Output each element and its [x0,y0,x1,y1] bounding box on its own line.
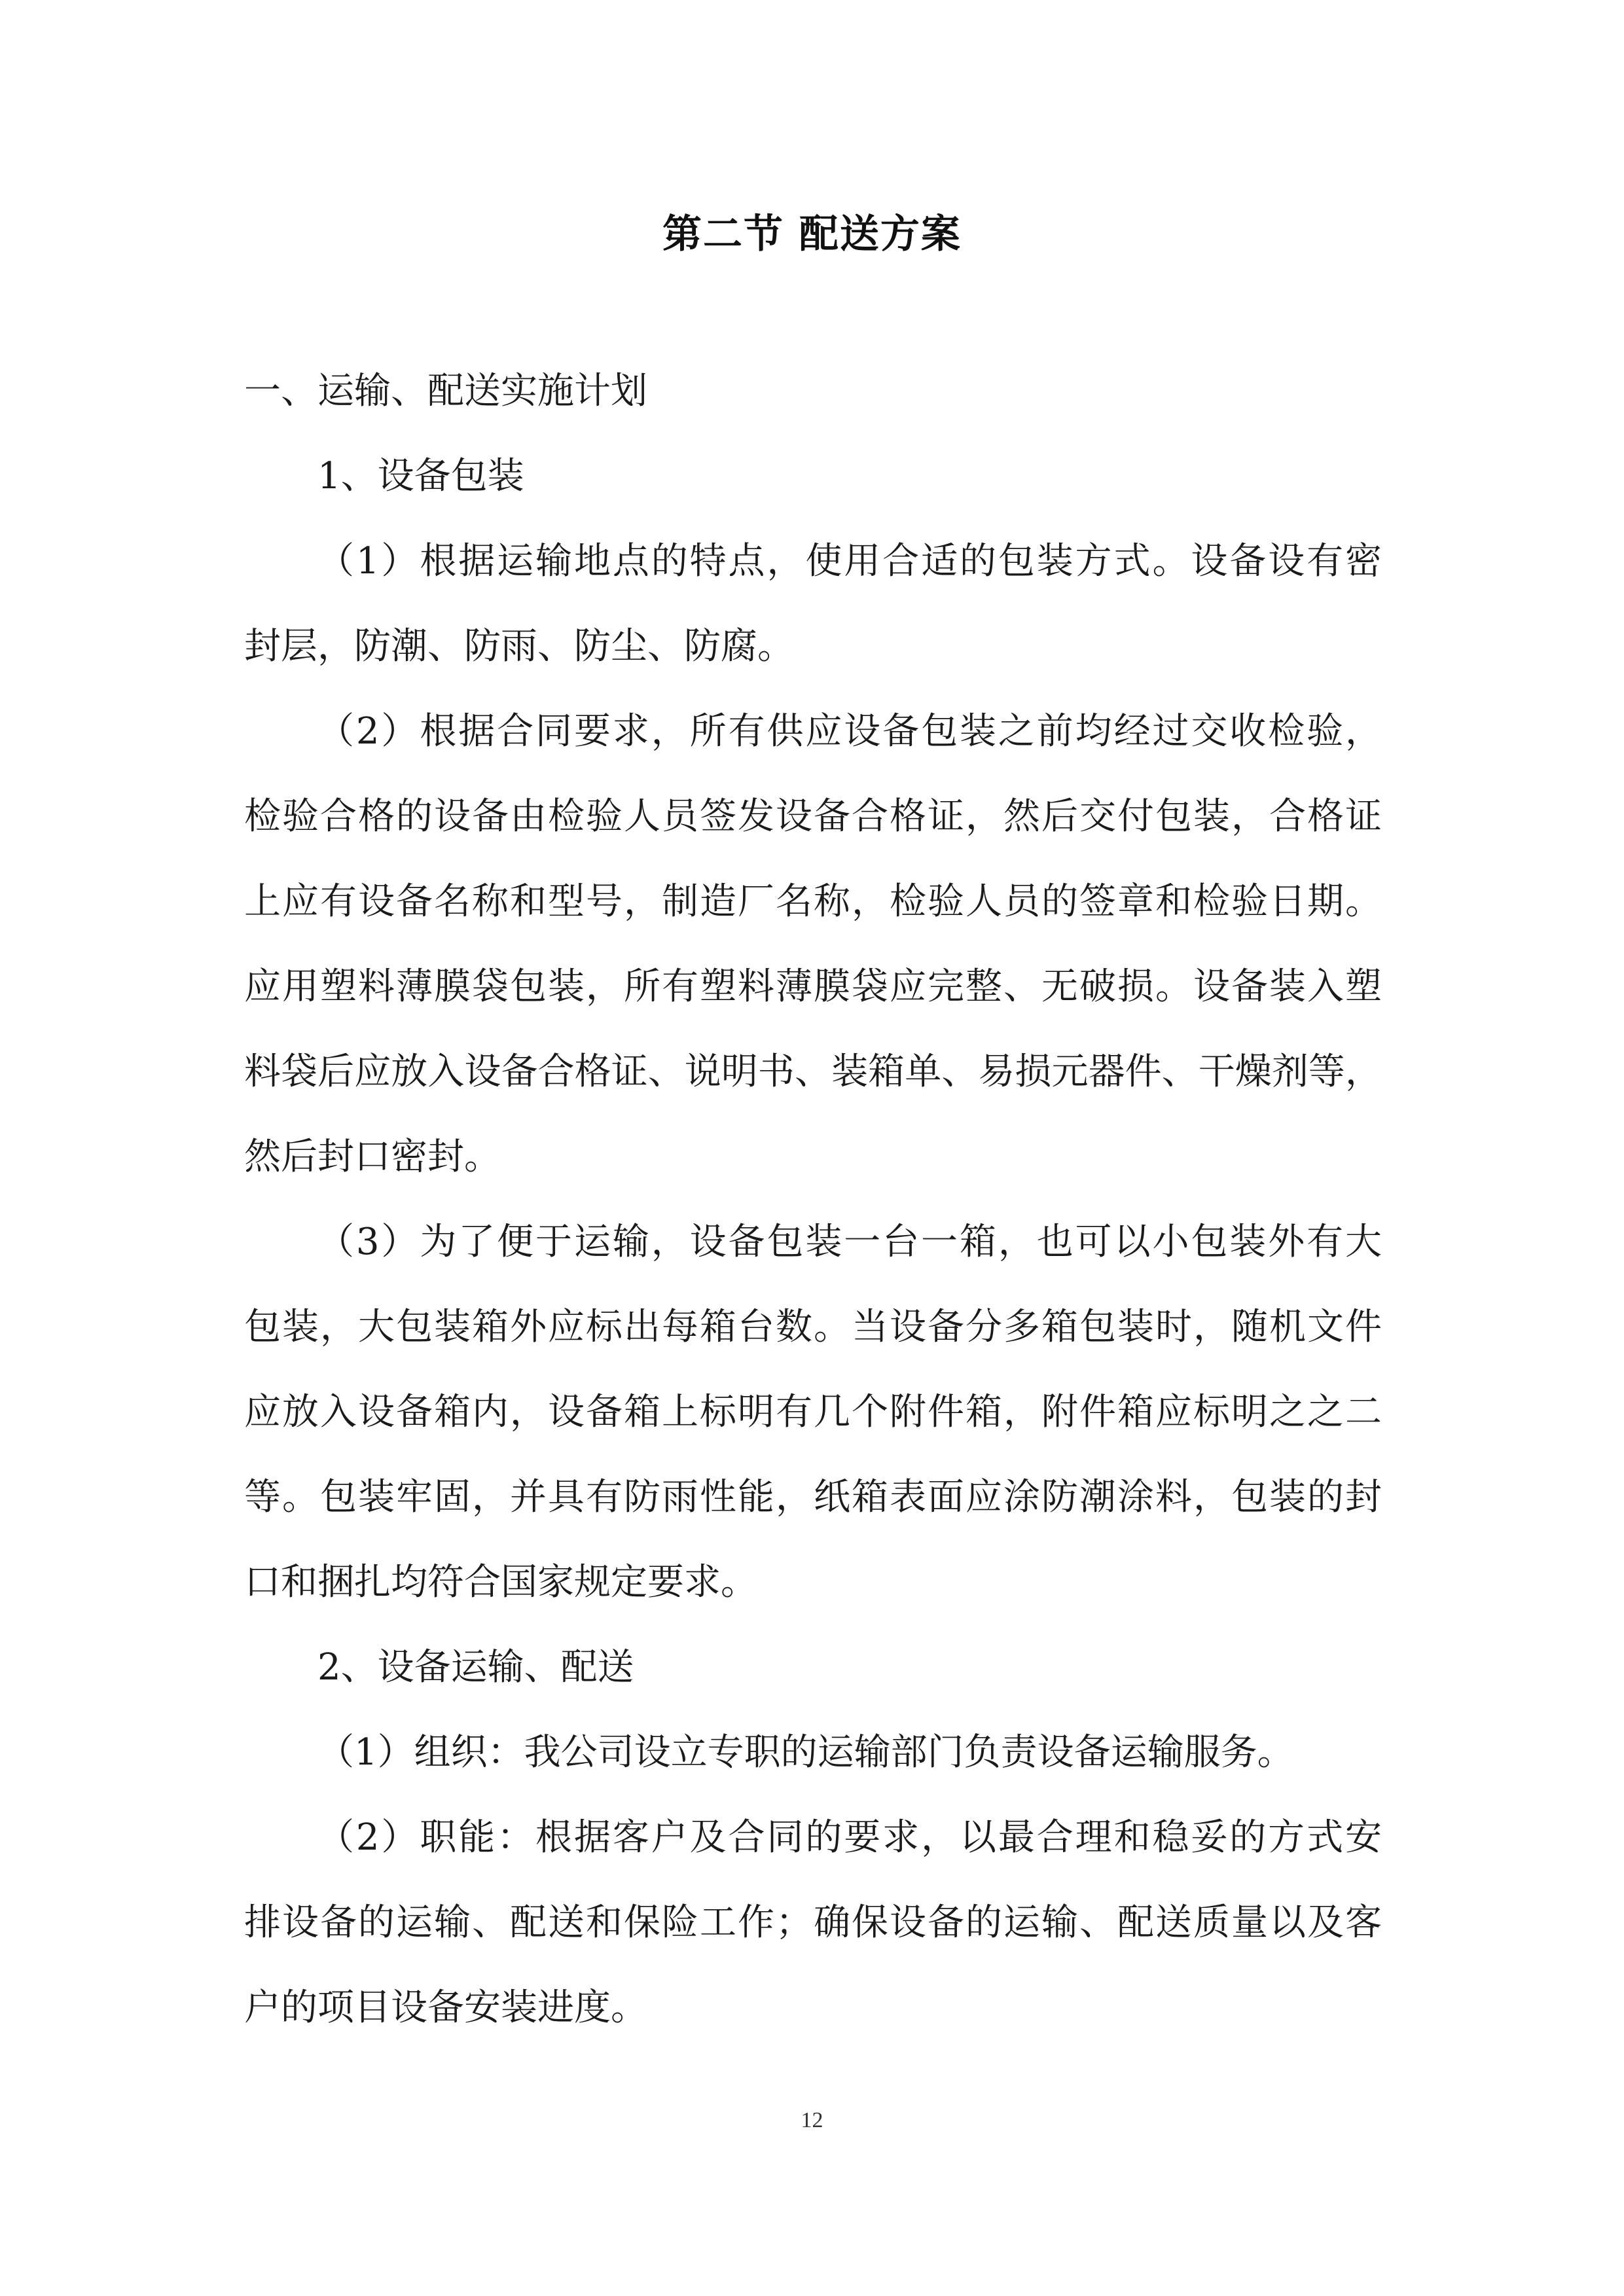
paragraph-line: 然后封口密封。 [244,1136,501,1178]
paragraph-line: （1）组织：我公司设立专职的运输部门负责设备运输服务。 [317,1731,1294,1774]
paragraph-line: 应用塑料薄膜袋包装，所有塑料薄膜袋应完整、无破损。设备装入塑 [244,965,1382,1008]
paragraph-line: 料袋后应放入设备合格证、说明书、装箱单、易损元器件、干燥剂等， [244,1050,1382,1093]
section-title: 第二节 配送方案 [662,211,962,257]
paragraph-line: 等。包装牢固，并具有防雨性能，纸箱表面应涂防潮涂料，包装的封 [244,1476,1382,1518]
paragraph-line: 口和捆扎均符合国家规定要求。 [244,1561,757,1604]
paragraph-line: 排设备的运输、配送和保险工作；确保设备的运输、配送质量以及客 [244,1901,1382,1944]
paragraph-line: 应放入设备箱内，设备箱上标明有几个附件箱，附件箱应标明之之二 [244,1391,1382,1433]
heading-transport-plan: 一、运输、配送实施计划 [244,370,647,412]
paragraph-line: 户的项目设备安装进度。 [244,1986,647,2029]
paragraph-line: （2）根据合同要求，所有供应设备包装之前均经过交收检验， [317,710,1382,753]
paragraph-line: 上应有设备名称和型号，制造厂名称，检验人员的签章和检验日期。 [244,880,1382,923]
paragraph-line: 封层，防潮、防雨、防尘、防腐。 [244,625,794,668]
paragraph-line: 检验合格的设备由检验人员签发设备合格证，然后交付包装，合格证 [244,795,1382,838]
page-number: 12 [801,2108,823,2132]
paragraph-line: （3）为了便于运输，设备包装一台一箱，也可以小包装外有大 [317,1221,1382,1263]
paragraph-line: （2）职能：根据客户及合同的要求，以最合理和稳妥的方式安 [317,1816,1382,1859]
paragraph-line: （1）根据运输地点的特点，使用合适的包装方式。设备设有密 [317,540,1382,583]
subheading-equipment-packaging: 1、设备包装 [317,455,524,497]
subheading-transport-delivery: 2、设备运输、配送 [317,1646,634,1689]
paragraph-line: 包装，大包装箱外应标出每箱台数。当设备分多箱包装时，随机文件 [244,1306,1382,1348]
